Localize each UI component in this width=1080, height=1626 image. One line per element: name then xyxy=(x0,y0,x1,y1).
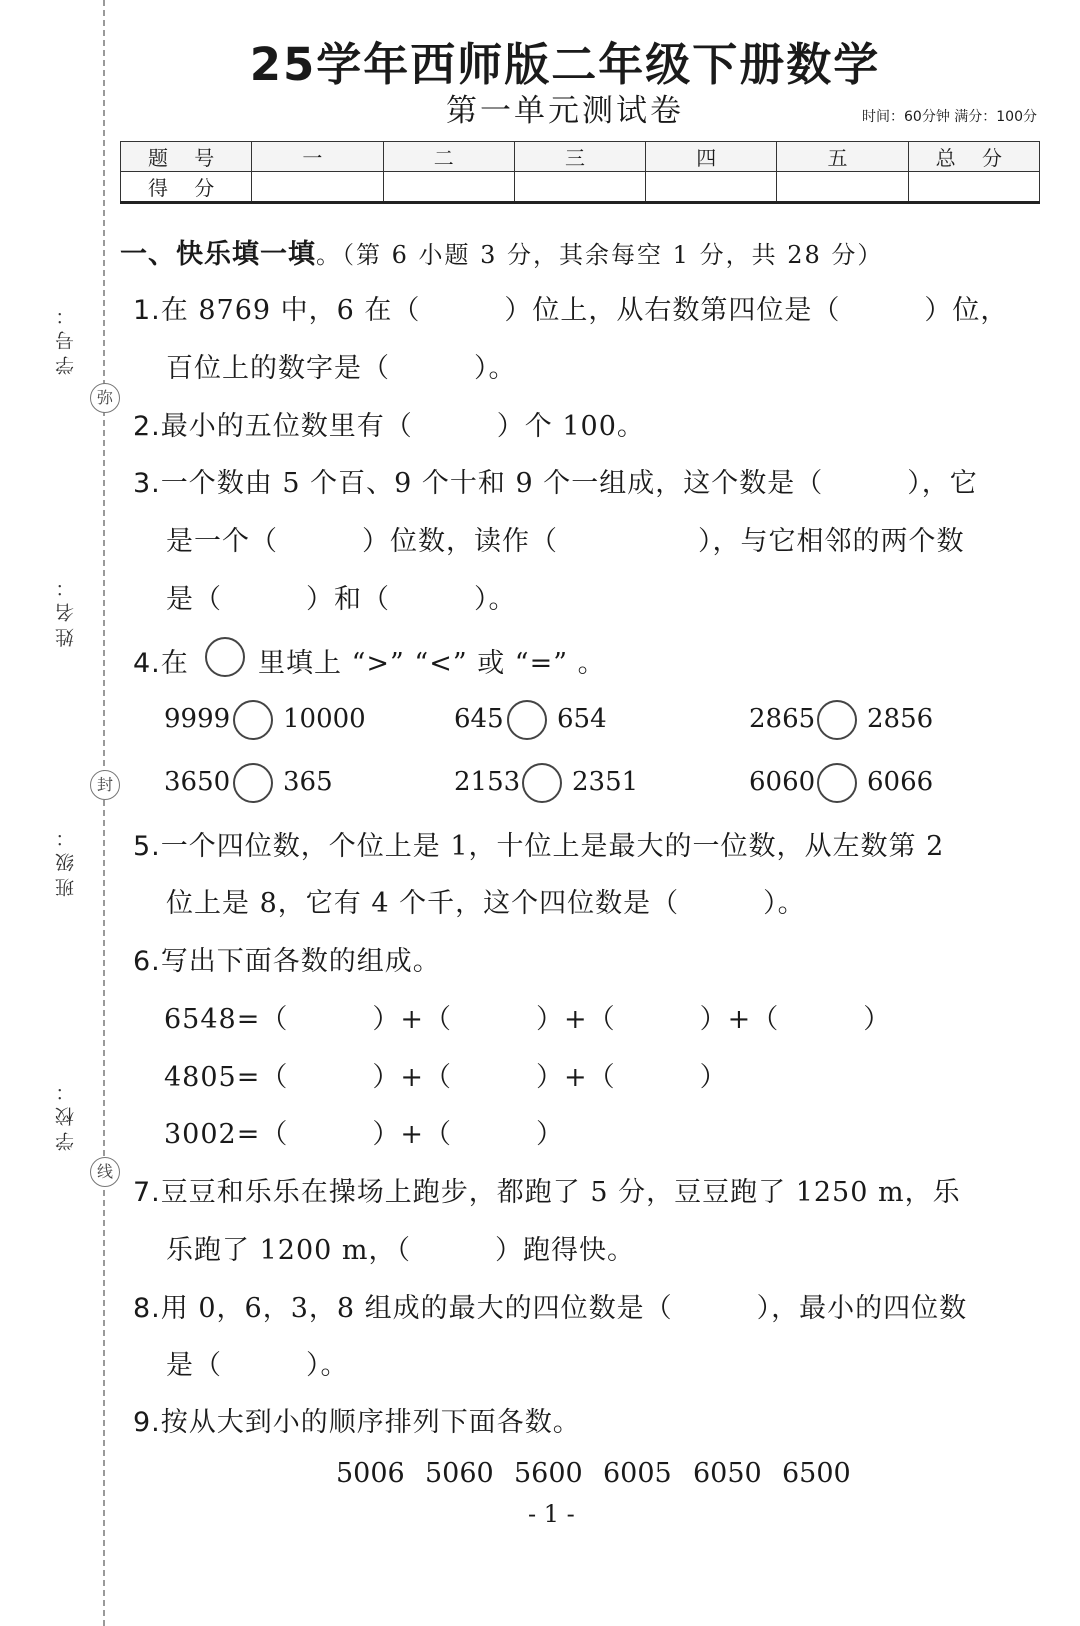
score-input-cell[interactable] xyxy=(514,172,645,203)
score-table-cell: 四 xyxy=(646,142,777,172)
question-8-line-2: 是（ ）。 xyxy=(166,1350,349,1381)
score-table-cell: 总 分 xyxy=(908,142,1039,172)
ordering-number: 5600 xyxy=(514,1458,583,1489)
question-number: 4. xyxy=(133,648,161,679)
compare-answer-circle[interactable] xyxy=(522,763,562,803)
ordering-number: 5060 xyxy=(425,1458,494,1489)
question-text: 一个数由 5 个百、9 个十和 9 个一组成，这个数是（ ），它 xyxy=(160,468,978,499)
question-text: 一个四位数，个位上是 1，十位上是最大的一位数，从左数第 2 xyxy=(160,831,945,862)
question-7-line-2: 乐跑了 1200 m，（ ）跑得快。 xyxy=(166,1235,635,1266)
compare-right-value: 365 xyxy=(283,767,333,797)
page-subtitle: 第一单元测试卷 xyxy=(446,93,684,129)
compare-answer-circle[interactable] xyxy=(817,700,857,740)
compare-left-value: 3650 xyxy=(164,767,231,797)
question-3-line-1 xyxy=(133,461,978,500)
score-table-cell: 二 xyxy=(383,142,514,172)
question-7-line-1 xyxy=(133,1170,961,1209)
compare-right-value: 2856 xyxy=(867,704,934,734)
question-number: 2. xyxy=(133,411,161,442)
score-table-cell: 题 号 xyxy=(121,142,252,172)
question-number: 7. xyxy=(133,1177,161,1208)
compare-right-value: 10000 xyxy=(283,704,366,734)
question-6-b: 4805=（ ）+（ ）+（ ） xyxy=(164,1062,728,1093)
question-number: 1. xyxy=(133,295,161,326)
question-number: 3. xyxy=(133,468,161,499)
compare-answer-circle[interactable] xyxy=(233,700,273,740)
section-heading xyxy=(120,232,883,271)
section-note: 。（第 6 小题 3 分，其余每空 1 分，共 28 分） xyxy=(316,241,884,269)
score-table-header-row xyxy=(121,142,1040,172)
question-text: 在 8769 中，6 在（ ）位上，从右数第四位是（ ）位， xyxy=(160,295,1009,326)
compare-right-value: 6066 xyxy=(867,767,934,797)
section-title: 一、快乐填一填 xyxy=(120,239,316,270)
score-table-score-row xyxy=(121,172,1040,203)
compare-left-value: 645 xyxy=(454,704,504,734)
score-table-cell: 三 xyxy=(514,142,645,172)
seal-mark-mi: 弥 xyxy=(90,383,120,413)
school-label: 学校： xyxy=(55,1076,77,1151)
question-text: 豆豆和乐乐在操场上跑步，都跑了 5 分，豆豆跑了 1250 m，乐 xyxy=(160,1177,961,1208)
question-text: 最小的五位数里有（ ）个 100。 xyxy=(160,411,645,442)
question-6 xyxy=(133,939,441,978)
score-input-cell[interactable] xyxy=(383,172,514,203)
seal-mark-feng: 封 xyxy=(90,770,120,800)
question-6-c: 3002=（ ）+（ ） xyxy=(164,1119,564,1150)
score-table-cell: 五 xyxy=(777,142,908,172)
page-title: 25学年西师版二年级下册数学 xyxy=(249,38,881,91)
example-circle xyxy=(205,637,245,677)
question-number: 5. xyxy=(133,831,161,862)
question-1-line-2: 百位上的数字是（ ）。 xyxy=(166,353,517,384)
question-text: 用 0，6，3，8 组成的最大的四位数是（ ），最小的四位数 xyxy=(160,1293,968,1324)
score-table-cell: 一 xyxy=(252,142,383,172)
question-5-line-1 xyxy=(133,824,944,863)
question-number: 9. xyxy=(133,1407,161,1438)
question-4 xyxy=(133,641,189,680)
binding-dashed-line xyxy=(103,0,105,1626)
question-text: 写出下面各数的组成。 xyxy=(160,946,441,977)
score-table-cell: 得 分 xyxy=(121,172,252,203)
compare-answer-circle[interactable] xyxy=(233,763,273,803)
question-number: 8. xyxy=(133,1293,161,1324)
compare-answer-circle[interactable] xyxy=(817,763,857,803)
question-9 xyxy=(133,1400,581,1439)
compare-right-value: 654 xyxy=(557,704,607,734)
compare-left-value: 6060 xyxy=(749,767,816,797)
question-number: 6. xyxy=(133,946,161,977)
question-5-line-2: 位上是 8，它有 4 个千，这个四位数是（ ）。 xyxy=(166,888,806,919)
score-input-cell[interactable] xyxy=(777,172,908,203)
question-6-a: 6548=（ ）+（ ）+（ ）+（ ） xyxy=(164,1004,892,1035)
student-number-label: 学号： xyxy=(55,300,77,375)
name-label: 姓名： xyxy=(55,572,77,647)
compare-left-value: 2865 xyxy=(749,704,816,734)
question-text: 按从大到小的顺序排列下面各数。 xyxy=(160,1407,581,1438)
question-8-line-1 xyxy=(133,1286,967,1325)
question-3-line-2: 是一个（ ）位数，读作（ ），与它相邻的两个数 xyxy=(166,526,965,557)
ordering-number: 6500 xyxy=(782,1458,851,1489)
compare-left-value: 9999 xyxy=(164,704,231,734)
score-table xyxy=(120,141,1040,204)
question-3-line-3: 是（ ）和（ ）。 xyxy=(166,584,517,615)
question-1-line-1 xyxy=(133,288,1008,327)
score-input-cell[interactable] xyxy=(252,172,383,203)
seal-mark-xian: 线 xyxy=(90,1157,120,1187)
compare-right-value: 2351 xyxy=(572,767,639,797)
question-text: 在 xyxy=(160,648,189,679)
score-input-cell[interactable] xyxy=(646,172,777,203)
page-number: - 1 - xyxy=(528,1500,575,1528)
ordering-number: 5006 xyxy=(336,1458,405,1489)
ordering-number: 6050 xyxy=(693,1458,762,1489)
exam-meta: 时间：60分钟 满分：100分 xyxy=(862,109,1037,125)
compare-answer-circle[interactable] xyxy=(507,700,547,740)
class-label: 班级： xyxy=(55,822,77,897)
question-2 xyxy=(133,404,645,443)
ordering-number: 6005 xyxy=(603,1458,672,1489)
question-4-instruction: 里填上 “>” “<” 或 “=” 。 xyxy=(258,648,606,679)
score-input-cell[interactable] xyxy=(908,172,1039,203)
compare-left-value: 2153 xyxy=(454,767,521,797)
